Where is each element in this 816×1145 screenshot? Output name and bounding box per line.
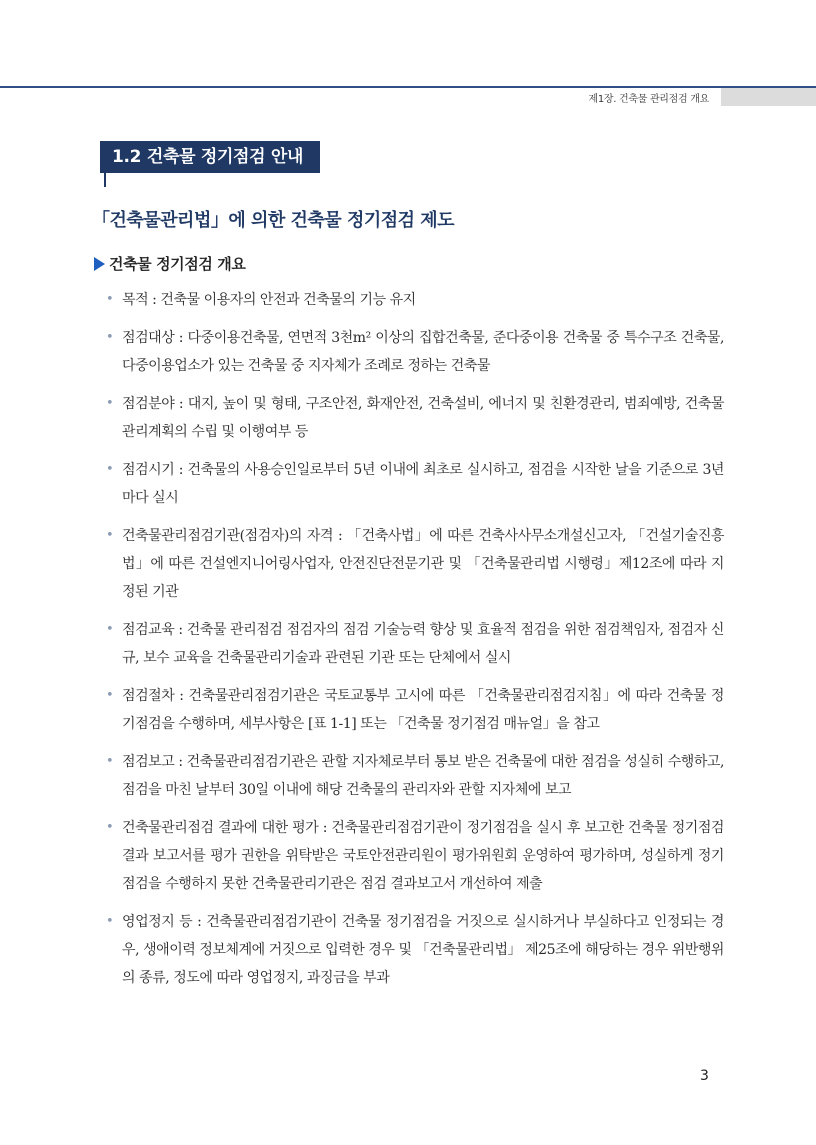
bullet-icon: • — [106, 688, 114, 703]
section-title-tick — [104, 173, 106, 187]
list-item-text: 점검시기 : 건축물의 사용승인일로부터 5년 이내에 최초로 실시하고, 점검을 시작한 날을 기준으로 3년마다 실시 — [122, 462, 724, 506]
list-item — [106, 682, 724, 738]
list-item-text: 건축물관리점검기관(점검자)의 자격 : 「건축사법」에 따른 건축사사무소개설신고자, 「건설기술진흥법」에 따른 건설엔지니어링사업자, 안전진단전문기관 및 「건축물관리법 시행령」제12조에 따라 지정된 기관 — [122, 528, 724, 600]
header-bar — [721, 88, 816, 106]
sub-heading — [94, 253, 245, 274]
bullet-icon: • — [106, 622, 114, 637]
list-item-text: 점검분야 : 대지, 높이 및 형태, 구조안전, 화재안전, 건축설비, 에너지 및 친환경관리, 범죄예방, 건축물 관리계획의 수립 및 이행여부 등 — [122, 396, 724, 440]
bullet-icon: • — [106, 292, 114, 307]
bullet-icon: • — [106, 462, 114, 477]
list-item — [106, 814, 724, 898]
list-item-text: 점검대상 : 다중이용건축물, 연면적 3천m² 이상의 집합건축물, 준다중이용 건축물 중 특수구조 건축물, 다중이용업소가 있는 건축물 중 지자체가 조례로 정하는 건축물 — [122, 330, 724, 374]
bullet-list — [106, 286, 724, 1002]
list-item-text: 점검보고 : 건축물관리점검기관은 관할 지자체로부터 통보 받은 건축물에 대한 점검을 성실히 수행하고, 점검을 마친 날부터 30일 이내에 해당 건축물의 관리자와 관할 지자체에 보고 — [122, 754, 724, 798]
bullet-icon: • — [106, 528, 114, 543]
list-item-text: 점검교육 : 건축물 관리점검 점검자의 점검 기술능력 향상 및 효율적 점검을 위한 점검책임자, 점검자 신규, 보수 교육을 건축물관리기술과 관련된 기관 또는 단체에서 실시 — [122, 622, 724, 666]
bullet-icon: • — [106, 914, 114, 929]
chapter-header-text: 제1장. 건축물 관리점검 개요 — [588, 93, 709, 105]
list-item-text: 건축물관리점검 결과에 대한 평가 : 건축물관리점검기관이 정기점검을 실시 후 보고한 건축물 정기점검 결과 보고서를 평가 권한을 위탁받은 국토안전관리원이 평가위원회 운영하여 평가하며, 성실하게 정기점검을 수행하지 못한 건축물관리기관은 점검 결과보고서 개선하여 제출 — [122, 820, 724, 892]
sub-heading-text: 건축물 정기점검 개요 — [109, 255, 246, 273]
list-item — [106, 324, 724, 380]
main-title: 「건축물관리법」에 의한 건축물 정기점검 제도 — [92, 210, 455, 231]
list-item — [106, 748, 724, 804]
list-item — [106, 616, 724, 672]
bullet-icon: • — [106, 396, 114, 411]
list-item — [106, 390, 724, 446]
list-item — [106, 908, 724, 992]
triangle-right-icon — [94, 257, 105, 271]
bullet-icon: • — [106, 754, 114, 769]
list-item — [106, 522, 724, 606]
list-item-text: 점검절차 : 건축물관리점검기관은 국토교통부 고시에 따른 「건축물관리점검지침」에 따라 건축물 정기점검을 수행하며, 세부사항은 [표 1-1] 또는 「건축물 정기점검 매뉴얼」을 참고 — [122, 688, 724, 732]
list-item-text: 영업정지 등 : 건축물관리점검기관이 건축물 정기점검을 거짓으로 실시하거나 부실하다고 인정되는 경우, 생애이력 정보체계에 거짓으로 입력한 경우 및 「건축물관리법」 제25조에 해당하는 경우 위반행위의 종류, 정도에 따라 영업정지, 과징금을 부과 — [122, 914, 724, 986]
page-number: 3 — [700, 1068, 709, 1084]
list-item — [106, 286, 724, 314]
list-item — [106, 456, 724, 512]
bullet-icon: • — [106, 820, 114, 835]
bullet-icon: • — [106, 330, 114, 345]
list-item-text: 목적 : 건축물 이용자의 안전과 건축물의 기능 유지 — [122, 292, 416, 308]
section-title-box: 1.2 건축물 정기점검 안내 — [100, 141, 320, 173]
running-header — [588, 88, 816, 106]
